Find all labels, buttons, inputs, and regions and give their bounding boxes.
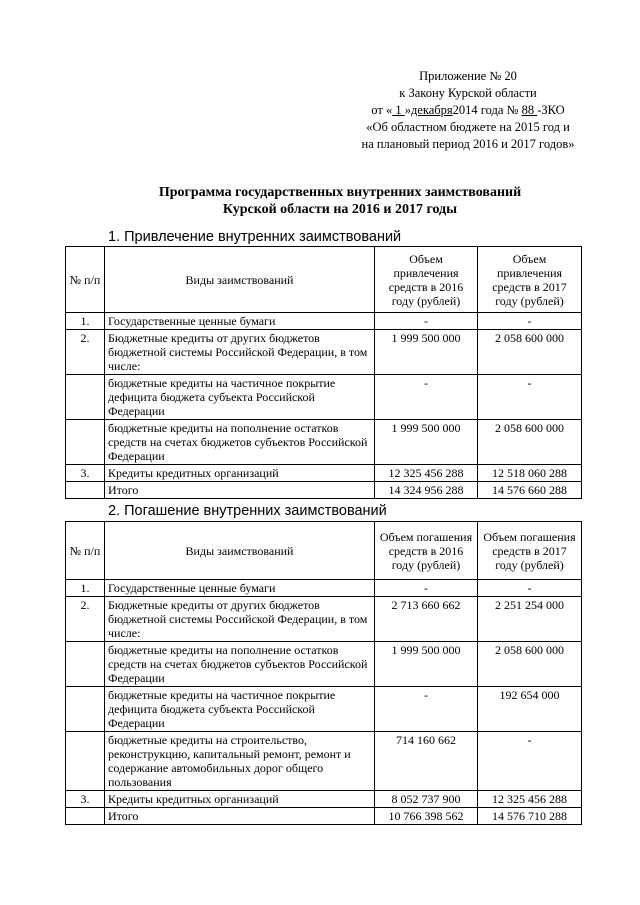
row-value-2016: 1 999 500 000 [375,420,478,465]
row-number [66,687,105,732]
table-row [66,687,582,732]
header-2016: Объем привлечения средств в 2016 году (рублей) [375,247,478,313]
row-value-2016: 2 713 660 662 [375,597,478,642]
header-kind: Виды заимствований [105,522,375,580]
table-row [66,580,582,597]
appendix-number: Приложение № 20 [419,69,517,83]
row-kind: Кредиты кредитных организаций [105,465,375,482]
row-number: 1. [66,580,105,597]
row-number: 3. [66,791,105,808]
row-value-2016: 12 325 456 288 [375,465,478,482]
row-number: 1. [66,313,105,330]
row-kind: Итого [105,482,375,499]
header-2017: Объем погашения средств в 2017 году (рублей) [478,522,582,580]
row-value-2016: - [375,375,478,420]
table-row [66,420,582,465]
appendix-month: декабря [410,103,453,117]
repayment-table [65,521,582,825]
appendix-budget-period: на плановый период 2016 и 2017 годов» [361,137,575,151]
row-kind: Бюджетные кредиты от других бюджетов бюджетной системы Российской Федерации, в том числе: [105,330,375,375]
row-kind: Итого [105,808,375,825]
row-value-2016: 8 052 737 900 [375,791,478,808]
row-number [66,642,105,687]
row-value-2016: 714 160 662 [375,732,478,791]
appendix-budget-title: «Об областном бюджете на 2015 год и [366,120,570,134]
borrowing-table [65,246,582,499]
row-number: 2. [66,597,105,642]
row-kind: бюджетные кредиты на частичное покрытие дефицита бюджета субъекта Российской Федерации [105,687,375,732]
table-row [66,375,582,420]
table-row [66,330,582,375]
row-number [66,375,105,420]
appendix-date-line: от « 1 »декабря2014 года № 88 -ЗКО [371,103,565,117]
row-value-2016: 1 999 500 000 [375,330,478,375]
row-value-2017: - [478,580,582,597]
section1-title: 1. Привлечение внутренних заимствований [108,229,402,245]
row-value-2017: 14 576 710 288 [478,808,582,825]
row-kind: Государственные ценные бумаги [105,580,375,597]
row-value-2017: 2 058 600 000 [478,420,582,465]
table-row [66,313,582,330]
table-row [66,597,582,642]
table-row [66,642,582,687]
appendix-day: 1 [392,103,405,117]
row-value-2017: 12 325 456 288 [478,791,582,808]
row-value-2017: 14 576 660 288 [478,482,582,499]
header-num: № п/п [66,522,105,580]
row-value-2017: 192 654 000 [478,687,582,732]
header-2016: Объем погашения средств в 2016 году (рублей) [375,522,478,580]
row-value-2017: - [478,732,582,791]
row-value-2017: - [478,313,582,330]
row-number [66,482,105,499]
row-value-2017: 2 058 600 000 [478,330,582,375]
row-kind: Бюджетные кредиты от других бюджетов бюджетной системы Российской Федерации, в том числе: [105,597,375,642]
row-value-2016: 1 999 500 000 [375,642,478,687]
row-number: 3. [66,465,105,482]
row-number [66,420,105,465]
row-kind: Кредиты кредитных организаций [105,791,375,808]
table-row [66,732,582,791]
header-num: № п/п [66,247,105,313]
row-value-2016: 10 766 398 562 [375,808,478,825]
table-row [66,482,582,499]
row-kind: бюджетные кредиты на строительство, реконструкцию, капитальный ремонт, ремонт и содержание автомобильных дорог общего пользования [105,732,375,791]
row-value-2017: 2 251 254 000 [478,597,582,642]
row-value-2016: - [375,313,478,330]
appendix-law-number: 88 [521,103,538,117]
row-value-2017: 12 518 060 288 [478,465,582,482]
row-value-2017: - [478,375,582,420]
table-row [66,465,582,482]
row-kind: Государственные ценные бумаги [105,313,375,330]
header-2017: Объем привлечения средств в 2017 году (рублей) [478,247,582,313]
row-value-2017: 2 058 600 000 [478,642,582,687]
row-value-2016: - [375,580,478,597]
row-kind: бюджетные кредиты на пополнение остатков средств на счетах бюджетов субъектов Российской Федерации [105,642,375,687]
row-number [66,732,105,791]
table-row [66,791,582,808]
row-kind: бюджетные кредиты на пополнение остатков средств на счетах бюджетов субъектов Российской Федерации [105,420,375,465]
document-title: Программа государственных внутренних заимствований Курской области на 2016 и 2017 годы [158,185,522,217]
section2-title: 2. Погашение внутренних заимствований [108,503,387,519]
row-number [66,808,105,825]
appendix-law: к Закону Курской области [399,86,537,100]
row-number: 2. [66,330,105,375]
header-kind: Виды заимствований [105,247,375,313]
row-value-2016: 14 324 956 288 [375,482,478,499]
row-kind: бюджетные кредиты на частичное покрытие дефицита бюджета субъекта Российской Федерации [105,375,375,420]
appendix-header [318,68,618,153]
row-value-2016: - [375,687,478,732]
table-row [66,808,582,825]
